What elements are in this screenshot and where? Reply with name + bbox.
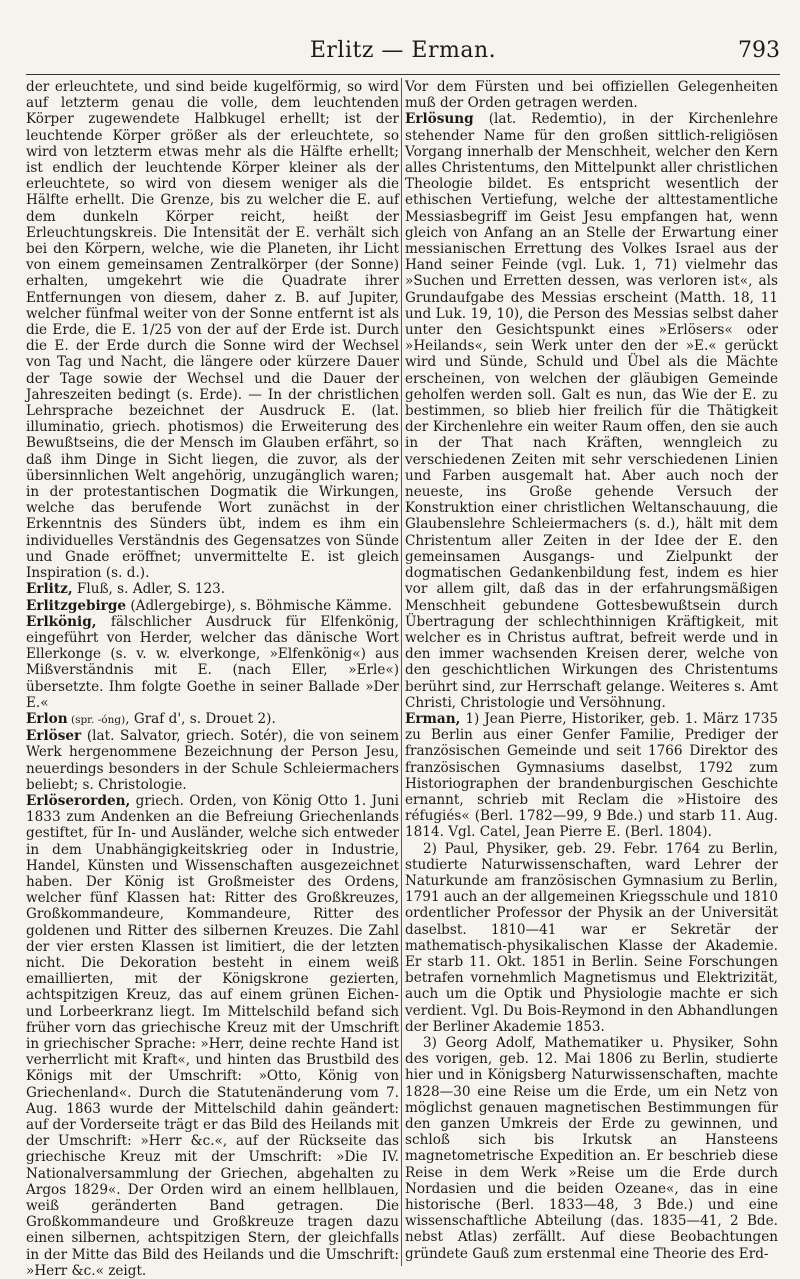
page-number: 793: [738, 38, 780, 63]
entry-headword: Erlon: [26, 710, 68, 727]
entry-text: (Adlergebirge), s. Böhmische Kämme.: [126, 597, 392, 614]
continued-paragraph: [26, 79, 399, 581]
entry-text: (lat. Redemtio), in der Kirchenlehre stehender Name für den großen sittlich-religiösen Vorgang innerhalb der Menschheit, welcher den Kern alles Christentums, den Mittelpunkt aller christlichen Theologie bildet. Es entspricht wesentlich der ethischen Vertiefung, welche der alttestamentliche Messiasbegriff im Geist Jesu empfangen hat, wenn gleich von Anfang an an Stelle der Erwartung einer messianischen Errettung des Volkes Israel aus der Hand seiner Feinde (vgl. Luk. 1, 71) vielmehr das »Suchen und Erretten dessen, was verloren ist«, als Grundaufgabe des Messias erscheint (Matth. 18, 11 und Luk. 19, 10), die Person des Messias selbst daher unter den Gesichtspunkt eines »Erlösers« oder »Heilands«, sein Werk unter den der »E.« gerückt wird und Sünde, Schuld und Übel als die Mächte erscheinen, von welchen der gläubigen Gemeinde geholfen werden soll. Galt es nun, das Wie der E. zu bestimmen, so blieb hier freilich für die Thätigkeit der Kirchenlehre ein weiter Raum offen, den sie auch in der That nach Kräften, wenngleich zu verschiedenen Zeiten mit sehr verschiedenen Linien und Farben ausgemalt hat. Aber auch noch der neueste, ins Große gehende Versuch der Konstruktion einer christlichen Weltanschauung, die Glaubenslehre Schleiermachers (s. d.), hält mit dem Christentum aller Zeiten in der Idee der E. den gemeinsamen Ausgangs- und Zielpunkt der dogmatischen Gedankenbildung fest, indem es hier vor allem gilt, daß das in der erfahrungsmäßigen Menschheit gebundene Gottesbewußtsein durch Übertragung der schlechthinnigen Kräftigkeit, mit welcher es in Christus auftrat, befreit werde und in den immer wachsenden Kreisen derer, welche von den geschichtlichen Wirkungen des Christentums berührt sind, zur Herrschaft gelange. Weiteres s. Amt Christi, Christologie und Versöhnung.: [405, 111, 778, 711]
entry-text: griech. Orden, von König Otto 1. Juni 1833 zum Andenken an die Befreiung Griechenlands gestiftet, für In- und Ausländer, welche sich entweder in dem Unabhängigkeitskrieg oder in Industrie, Handel, Künsten und Wissenschaften ausgezeichnet haben. Der König ist Großmeister des Ordens, welcher fünf Klassen hat: Ritter des Großkreuzes, Großkommandeure, Kommandeure, Ritter des goldenen und Ritter des silbernen Kreuzes. Die Zahl der vier ersten Klassen ist limitiert, die der letzten nicht. Die Dekoration besteht in einem weiß emaillierten, mit der Königskrone gezierten, achtspitzigen Kreuz, das auf einem grünen Eichen- und Lorbeerkranz liegt. Im Mittelschild befand sich früher vorn das griechische Kreuz mit der Umschrift in griechischer Sprache: »Herr, deine rechte Hand ist verherrlicht mit Kraft«, und hinten das Brustbild des Königs mit der Umschrift: »Otto, König von Griechenland«. Durch die Statutenänderung vom 7. Aug. 1863 wurde der Mittelschild dahin geändert: auf der Vorderseite trägt er das Bild des Heilands mit der Umschrift: »Herr &c.«, auf der Rückseite das griechische Kreuz mit der Umschrift: »Die IV. Nationalversammlung der Griechen, abgehalten zu Argos 1829«. Der Orden wird an einem hellblauen, weiß geränderten Band getragen. Die Großkommandeure und Großkreuze tragen dazu einen silbernen, achtspitzigen Stern, der gleichfalls in der Mitte das Bild des Heilands und die Umschrift: »Herr &c.« zeigt.: [26, 792, 399, 1279]
sub-entry-paragraph: [405, 841, 778, 1035]
entry-text: 2) Paul, Physiker, geb. 29. Febr. 1764 zu Berlin, studierte Naturwissenschaften, ward Lehrer der Naturkunde am französischen Gymnasium zu Berlin, 1791 auch an der allgemeinen Kriegsschule und 1810 ordentlicher Professor der Physik an der Universität daselbst. 1810—41 war er Sekretär der mathematisch-physikalischen Klasse der Akademie. Er starb 11. Okt. 1851 in Berlin. Seine Forschungen betrafen vornehmlich Magnetismus und Elektrizität, auch um die Optik und Physiologie machte er sich verdient. Vgl. Du Bois-Reymond in den Abhandlungen der Berliner Akademie 1853.: [405, 840, 778, 1035]
entry-text: der erleuchtete, und sind beide kugelförmig, so wird auf letzterm genau die volle, dem leuchtenden Körper zugewendete Halbkugel erhellt; ist der leuchtende Körper größer als der erleuchtete, so wird von letzterm etwas mehr als die Hälfte erhellt; ist endlich der leuchtende Körper kleiner als der erleuchtete, so wird von diesem weniger als die Hälfte erhellt. Die Grenze, bis zu welcher die E. auf dem dunkeln Körper reicht, heißt der Erleuchtungskreis. Die Intensität der E. verhält sich bei den Körpern, welche, wie die Planeten, ihr Licht von einem gemeinsamen Zentralkörper (der Sonne) erhalten, umgekehrt wie die Quadrate ihrer Entfernungen von diesem, daher z. B. auf Jupiter, welcher fünfmal weiter von der Sonne entfernt ist als die Erde, die E. 1/25 von der auf der Erde ist. Durch die E. der Erde durch die Sonne wird der Wechsel von Tag und Nacht, die längere oder kürzere Dauer der Tage sowie der Wechsel und die Dauer der Jahreszeiten bedingt (s. Erde). — In der christlichen Lehrsprache bezeichnet der Ausdruck E. (lat. illuminatio, griech. photismos) die Erweiterung des Bewußtseins, die der Mensch im Glauben erfährt, so daß ihm Dinge in Sicht liegen, die zuvor, als der übersinnlichen Welt angehörig, unzugänglich waren; in der protestantischen Dogmatik die Wirkungen, welche das berufende Wort zunächst in der Erkenntnis des Sünders übt, indem es ihm ein individuelles Verständnis des Gegensatzes von Sünde und Gnade eröffnet; unvermittelte E. ist gleich Inspiration (s. d.).: [26, 79, 399, 582]
entry-headword: Erlitz,: [26, 581, 73, 598]
entry-text: Fluß, s. Adler, S. 123.: [72, 581, 226, 598]
entry-paragraph: [405, 111, 778, 711]
entry-paragraph: [26, 728, 399, 793]
sub-entry-paragraph: [405, 1035, 778, 1262]
page-header: [26, 38, 780, 72]
entry-paragraph: [405, 711, 778, 841]
header-rule: [26, 74, 780, 75]
right-column: [405, 79, 778, 1264]
entry-paragraph: [26, 598, 399, 614]
entry-paragraph: [26, 614, 399, 711]
entry-text: 3) Georg Adolf, Mathematiker u. Physiker, Sohn des vorigen, geb. 12. Mai 1806 zu Berlin, studierte hier und in Königsberg Naturwissenschaften, machte 1828—30 eine Reise um die Erde, um ein Netz von möglichst genauen magnetischen Bestimmungen für den ganzen Umkreis der Erde zu gewinnen, und schloß sich bis Irkutsk an Hansteens magnetometrische Expedition an. Er beschrieb diese Reise in dem Werk »Reise um die Erde durch Nordasien und die beiden Ozeane«, das in eine historische (Berl. 1833—48, 3 Bde.) und eine wissenschaftliche Abteilung (das. 1835—41, 2 Bde. nebst Atlas) zerfällt. Auf diese Beobachtungen gründete Gauß zum erstenmal eine Theorie des Erd-: [405, 1034, 778, 1262]
left-column: [26, 79, 399, 1279]
entry-headword: Erlkönig,: [26, 613, 97, 630]
continued-paragraph: [405, 79, 778, 111]
entry-headword: Erlöser: [26, 728, 82, 745]
running-title: Erlitz — Erman.: [309, 38, 497, 63]
entry-text: Vor dem Fürsten und bei offiziellen Gelegenheiten muß der Orden getragen werden.: [405, 79, 778, 112]
pronunciation-note: (spr. -óng): [67, 713, 126, 726]
entry-headword: Erlöserorden,: [26, 792, 131, 809]
entry-text: (lat. Salvator, griech. Sotér), die von seinem Werk hergenommene Bezeichnung der Person Jesu, neuerdings besonders in der Schule Schleiermachers beliebt; s. Christologie.: [26, 728, 399, 793]
entry-paragraph: [26, 711, 399, 728]
entry-text: 1) Jean Pierre, Historiker, geb. 1. März 1735 zu Berlin aus einer Genfer Familie, Prediger der französischen Gemeinde und seit 1766 Direktor des französischen Gymnasiums daselbst, 1792 zum Historiographen der brandenburgischen Geschichte ernannt, schrieb mit Reclam die »Histoire des réfugiés« (Berl. 1782—99, 9 Bde.) und starb 11. Aug. 1814. Vgl. Catel, Jean Pierre E. (Berl. 1804).: [405, 710, 778, 841]
column-divider: [401, 78, 402, 1266]
entry-headword: Erlitzgebirge: [26, 597, 126, 614]
entry-headword: Erman,: [405, 710, 461, 727]
entry-paragraph: [26, 793, 399, 1279]
entry-text: fälschlicher Ausdruck für Elfenkönig, eingeführt von Herder, welcher das dänische Wort Ellerkonge (s. v. w. elverkonge, »Elfenkönig«) aus Mißverständnis mit E. (nach Eller, »Erle«) übersetzte. Ihm folgte Goethe in seiner Ballade »Der E.«: [26, 613, 399, 711]
entry-headword: Erlösung: [405, 111, 474, 128]
entry-text: , Graf d', s. Drouet 2).: [125, 710, 276, 727]
entry-paragraph: [26, 581, 399, 597]
